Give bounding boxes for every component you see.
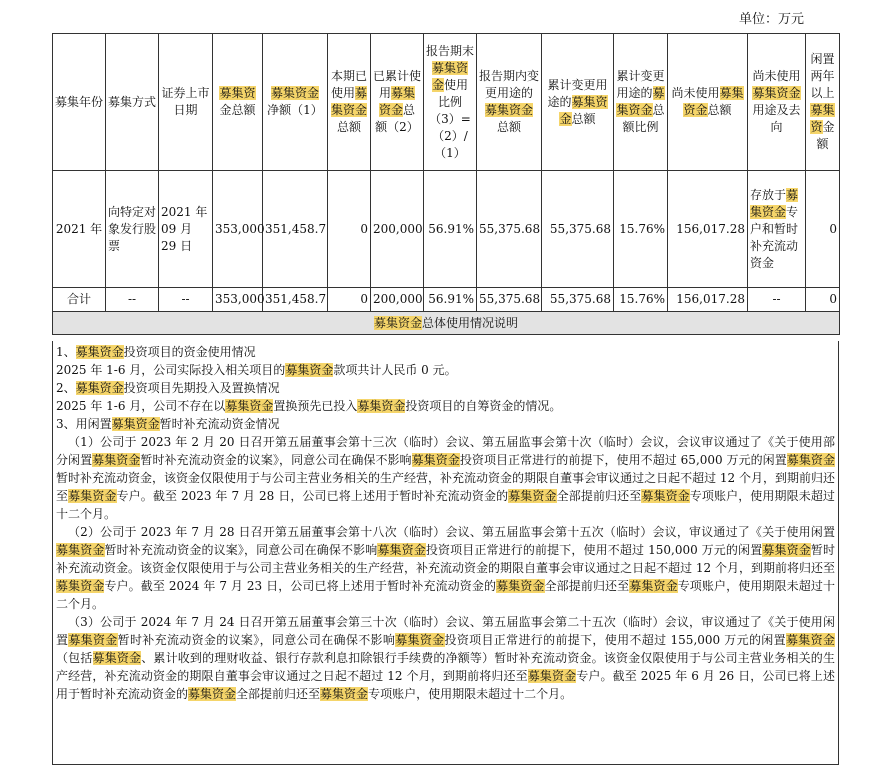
total-period-changed: 55,375.68	[477, 288, 542, 312]
total-cell: 353,000	[213, 171, 263, 288]
text-span: 本期已使用	[330, 69, 367, 100]
total-row	[53, 288, 840, 312]
text-span: 专户。截至 2025 年 6 月 26 日，公司已将上述用于暂时补充流动资金的	[56, 669, 835, 701]
header-row	[53, 34, 840, 171]
year-cell: 2021 年	[53, 171, 106, 288]
highlighted-term: 募集资金	[92, 453, 141, 467]
idle-cell: 0	[806, 171, 840, 288]
text-span: 总体使用情况说明	[422, 315, 519, 330]
highlighted-term: 募集资金	[225, 399, 274, 413]
text-span: 存放于	[750, 187, 787, 202]
text-span: 尚未使用	[671, 86, 720, 100]
highlighted-term: 募集资金	[68, 489, 117, 503]
total-idle: 0	[806, 288, 840, 312]
description-paragraph	[56, 397, 835, 415]
header-cell	[371, 34, 424, 171]
total-ratio: 56.91%	[424, 288, 477, 312]
total-cum-changed: 55,375.68	[542, 288, 614, 312]
text-span: 使用比例（3）=（2）/（1）	[429, 77, 471, 160]
highlighted-term: 募集资金	[395, 633, 445, 647]
total-cum-used: 200,000	[371, 288, 424, 312]
text-span: 专户。截至 2024 年 7 月 23 日，公司已将上述用于暂时补充流动资金的	[104, 579, 497, 593]
text-span: 2、	[56, 381, 76, 395]
date-cell: 2021 年 09 月 29 日	[159, 171, 213, 288]
highlighted-term: 资金	[628, 103, 653, 117]
header-cell	[806, 34, 840, 171]
method-cell: 向特定对象发行股票	[106, 171, 159, 288]
highlighted-term: 资金	[431, 60, 469, 92]
period-changed-cell: 55,375.68	[477, 171, 542, 288]
total-net: 351,458.7	[263, 288, 328, 312]
text-span: 用途及去向	[752, 103, 801, 134]
text-span: 证券上市日期	[161, 86, 210, 117]
highlighted-term: 募集资金	[641, 489, 690, 503]
highlighted-term: 资	[810, 120, 823, 134]
highlighted-term: 募集资金	[786, 453, 835, 467]
highlighted-term: 募集资金	[527, 669, 577, 683]
text-span: 金	[219, 103, 232, 117]
text-span: 暂时补充流动资金情况	[159, 417, 280, 431]
text-span: 总额	[496, 120, 521, 134]
fund-usage-table	[52, 33, 840, 335]
text-span: 专项账户，使用期限未超过十二个月。	[368, 687, 573, 701]
text-span: 总额（2）	[375, 103, 419, 134]
highlighted-term: 募集资金	[373, 315, 422, 330]
highlighted-term: 募集资金	[75, 381, 124, 395]
text-span: 专项账户，使用期限未超过十二个月。	[56, 489, 835, 521]
cum-changed-ratio-cell: 15.76%	[614, 171, 668, 288]
header-cell	[213, 34, 263, 171]
highlighted-term: 募集资金	[320, 687, 369, 701]
header-cell	[668, 34, 748, 171]
total-cum-changed-ratio: 15.76%	[614, 288, 668, 312]
highlighted-term: 募集资金	[75, 345, 124, 359]
total-date: --	[159, 288, 213, 312]
text-span: 金额	[816, 120, 835, 151]
description-paragraph	[56, 379, 835, 397]
text-span: 净额（1）	[267, 103, 323, 117]
highlighted-term: 募集	[810, 103, 835, 117]
text-span: 置换预先已投入	[273, 399, 358, 413]
header-cell	[53, 34, 106, 171]
description-paragraph	[56, 415, 835, 433]
highlighted-term: 募集资金	[92, 651, 142, 665]
text-span: 总额	[336, 120, 361, 134]
text-span: （2）公司于 2023 年 7 月 28 日召开第五届董事会第十八次（临时）会议、第五届监事会第十五次（临时）会议，审议通过了《关于使用闲置	[68, 525, 835, 539]
total-total: 353,000	[213, 288, 263, 312]
section-title-row	[53, 312, 840, 335]
header-cell	[106, 34, 159, 171]
text-span: 专户。截至 2023 年 7 月 28 日，公司已将上述用于暂时补充流动资金的	[116, 489, 509, 503]
table-row	[53, 171, 840, 288]
text-span: （3）公司于 2024 年 7 月 24 日召开第五届董事会第三十次（临时）会议、第五届监事会第二十五次（临时）会议，审议通过了《关于使用闲置	[56, 615, 835, 647]
highlighted-term: 募集资金	[56, 579, 105, 593]
text-span: 投资项目先期投入及置换情况	[123, 381, 280, 395]
description-paragraph	[56, 361, 835, 379]
header-cell	[542, 34, 614, 171]
header-cell	[424, 34, 477, 171]
total-unused: 156,017.28	[668, 288, 748, 312]
header-cell	[748, 34, 806, 171]
description-paragraph	[56, 523, 835, 613]
text-span: 总额比例	[622, 103, 665, 134]
text-span: 2025 年 1-6 月，公司实际投入相关项目的	[56, 363, 286, 377]
highlighted-term: 资金	[776, 86, 801, 100]
highlighted-term: 募集资金	[484, 103, 533, 117]
description-paragraph	[56, 433, 835, 523]
text-span: 1、	[56, 345, 76, 359]
text-span: 专户和暂时补充流动资金	[750, 204, 799, 270]
highlighted-term: 募集资金	[508, 489, 557, 503]
text-span: 投资项目的资金使用情况	[123, 345, 256, 359]
text-span: 全部提前归还至	[544, 579, 630, 593]
text-span: 2025 年 1-6 月，公司不存在以	[56, 399, 226, 413]
section-title	[53, 312, 840, 335]
highlighted-term: 募集资金	[188, 687, 237, 701]
ratio-cell: 56.91%	[424, 171, 477, 288]
highlighted-term: 募集资金	[56, 543, 105, 557]
usage-description	[52, 341, 839, 765]
highlighted-term: 募集资金	[411, 453, 460, 467]
text-span: 总额	[231, 103, 256, 117]
text-span: 总额	[707, 103, 732, 117]
text-span: 暂时补充流动资金的议案》，同意公司在确保不影响	[104, 543, 378, 557]
highlighted-term: 募集资金	[785, 633, 835, 647]
highlighted-term: 募集	[431, 60, 456, 75]
cum-changed-cell: 55,375.68	[542, 171, 614, 288]
description-paragraph	[56, 343, 835, 361]
text-span: 报告期末	[426, 43, 475, 58]
text-span: 款项共计人民币 0 元。	[333, 363, 457, 377]
highlighted-term: 募集资金	[377, 543, 426, 557]
text-span: 暂时补充流动资金。该资金仅限使用于与公司主营业务相关的生产经营，补充流动资金的期限自董事会审议通过之日起不超过 12 个月，到期前将归还至	[56, 543, 835, 575]
highlighted-term: 募集资金	[762, 543, 811, 557]
unused-use-cell	[748, 171, 806, 288]
text-span: 募集方式	[108, 94, 157, 109]
highlighted-term: 募集资金	[330, 86, 368, 117]
description-paragraph	[56, 613, 835, 703]
unused-cell: 156,017.28	[668, 171, 748, 288]
highlighted-term: 募集资金	[357, 399, 406, 413]
text-span: （包括	[56, 651, 93, 665]
header-cell	[614, 34, 668, 171]
text-span: 投资项目正常进行的前提下，使用不超过 150,000 万元的闲置	[425, 543, 763, 557]
period-used-cell: 0	[328, 171, 371, 288]
highlighted-term: 募集资金	[559, 94, 608, 126]
text-span: 尚未使用	[752, 69, 801, 83]
highlighted-term: 募集资金	[378, 86, 416, 117]
highlighted-term: 募集	[752, 86, 777, 100]
highlighted-term: 募集	[616, 86, 665, 117]
text-span: 暂时补充流动资金，该资金仅限使用于与公司主营业务相关的生产经营，补充流动资金的期限自董事会审议通过之日起不超过 12 个月，到期前归还至	[56, 471, 835, 503]
text-span: 报告期内变更用途的	[479, 69, 540, 100]
highlighted-term: 募集资金	[683, 86, 744, 117]
highlighted-term: 募集资金	[111, 417, 160, 431]
text-span: 投资项目正常进行的前提下，使用不超过 65,000 万元的闲置	[459, 453, 787, 467]
text-span: 3、用闲置	[56, 417, 112, 431]
highlighted-term: 募集资	[750, 187, 799, 219]
text-span: 暂时补充流动资金的议案》，同意公司在确保不影响	[140, 453, 412, 467]
highlighted-term: 募集资金	[285, 363, 334, 377]
text-span: 闲置两年以上	[810, 52, 835, 100]
text-span: 投资项目正常进行的前提下，使用不超过 155,000 万元的闲置	[444, 633, 786, 647]
total-period-used: 0	[328, 288, 371, 312]
highlighted-term: 募集资金	[68, 633, 118, 647]
text-span: 暂时补充流动资金的议案》，同意公司在确保不影响	[117, 633, 396, 647]
text-span: 募集年份	[55, 94, 104, 109]
total-label: 合计	[53, 288, 106, 312]
cum-used-cell: 200,000	[371, 171, 424, 288]
text-span: 、累计收到的理财收益、银行存款利息扣除银行手续费的净额等）暂时补充流动资金。该资金仅限使用于与公司主营业务相关的生产经营，补充流动资金的期限自董事会审议通过之日起不超过 12 个月，到期前将归还至	[56, 651, 835, 683]
highlighted-term: 募集资金	[496, 579, 545, 593]
text-span: 累计变更用途的	[547, 77, 608, 109]
text-span: 全部提前归还至	[556, 489, 642, 503]
text-span: 已累计使用	[373, 69, 422, 100]
text-span: 总额	[571, 111, 596, 126]
net-cell: 351,458.7	[263, 171, 328, 288]
total-method: --	[106, 288, 159, 312]
text-span: 投资项目的自筹资金的情况。	[405, 399, 562, 413]
text-span: （1）公司于 2023 年 2 月 20 日召开第五届董事会第十三次（临时）会议、第五届监事会第十次（临时）会议，会议审议通过了《关于使用部分闲置	[56, 435, 835, 467]
total-unused-use: --	[748, 288, 806, 312]
highlighted-term: 募集资金	[270, 86, 319, 100]
text-span: 专项账户，使用期限未超过十二个月。	[56, 579, 835, 611]
header-cell	[477, 34, 542, 171]
highlighted-term: 募集资金	[629, 579, 678, 593]
text-span: 全部提前归还至	[236, 687, 321, 701]
unit-label: 单位：万元	[738, 12, 804, 27]
text-span: 累计变更用途的	[616, 69, 665, 100]
header-cell	[328, 34, 371, 171]
highlighted-term: 募集资	[219, 86, 256, 100]
highlighted-term: 金	[774, 204, 787, 219]
header-cell	[263, 34, 328, 171]
header-cell	[159, 34, 213, 171]
